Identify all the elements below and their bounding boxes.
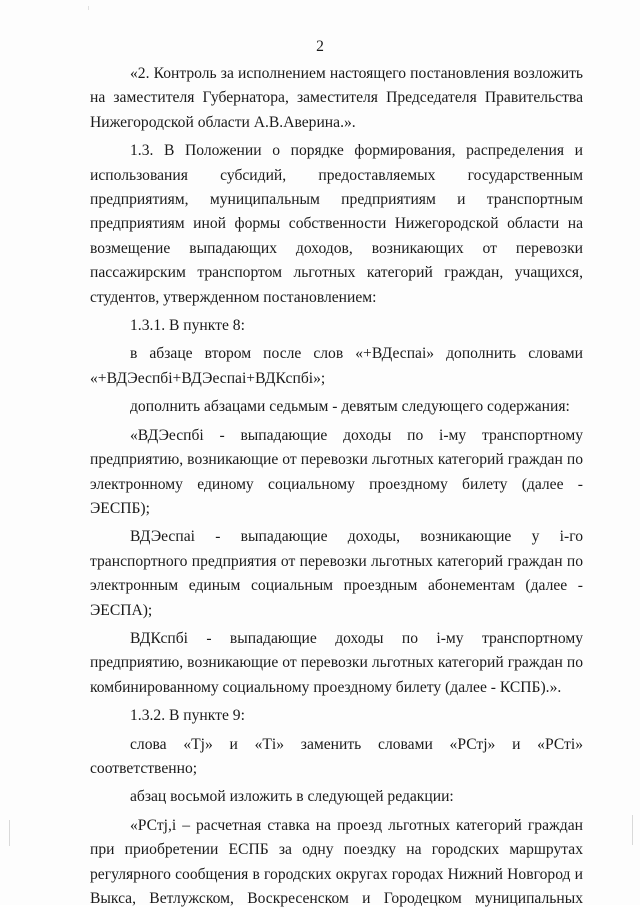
paragraph: «2. Контроль за исполнением настоящего постановления возложить на заместителя Губернатора, заместителя Председателя Правительства Нижегородской области А.В.Аверина.». — [90, 65, 583, 131]
paragraph: абзац восьмой изложить в следующей редакции: — [130, 788, 454, 806]
paragraph: 1.3.2. В пункте 9: — [130, 707, 245, 725]
scan-edge-mark — [632, 815, 633, 845]
paragraph: слова «Тј» и «Ті» заменить словами «РСтј» и «РСті» соответственно; — [90, 735, 583, 777]
scan-edge-mark — [9, 820, 10, 846]
paragraph: в абзаце втором после слов «+ВДеспаі» дополнить словами «+ВДЭеспбі+ВДЭеспаі+ВДКспбі»; — [90, 345, 583, 387]
paragraph: дополнить абзацами седьмым - девятым следующего содержания: — [130, 398, 570, 416]
paragraph: «ВДЭеспбі - выпадающие доходы по і-му транспортному предприятию, возникающие от перевозки льготных категорий граждан по электронному единому социальному проездному билету (далее - ЭЕСПБ); — [90, 426, 583, 517]
paragraph: 1.3.1. В пункте 8: — [130, 317, 245, 335]
scan-edge-mark — [88, 6, 89, 10]
document-body — [90, 62, 583, 911]
paragraph: ВДЭеспаі - выпадающие доходы, возникающие у і-го транспортного предприятия от перевозки льготных категорий граждан по электронным единым социальным проездным абонементам (далее - ЭЕСПА); — [90, 528, 583, 619]
paragraph: «РСтј,і – расчетная ставка на проезд льготных категорий граждан при приобретении ЕСПБ за одну поездку на городских маршрутах регулярного сообщения в городских округах городах Нижний Новгород и Выкса, Ветлужском, Воскресенском и Городецком муниципальных — [90, 816, 583, 907]
paragraph: 1.3. В Положении о порядке формирования, распределения и использования субсидий, предоставляемых государственным предприятиям, муниципальным предприятиям и транспортным предприятиям иной формы собственности Нижегородской области на возмещение выпадающих доходов, возникающих от перевозки пассажирским транспортом льготных категорий граждан, учащихся, студентов, утвержденном постановлением: — [90, 142, 583, 306]
paragraph: ВДКспбі - выпадающие доходы по і-му транспортному предприятию, возникающие от перевозки льготных категорий граждан по комбинированному социальному проездному билету (далее - КСПБ).». — [90, 629, 583, 696]
page-number: 2 — [316, 38, 324, 55]
